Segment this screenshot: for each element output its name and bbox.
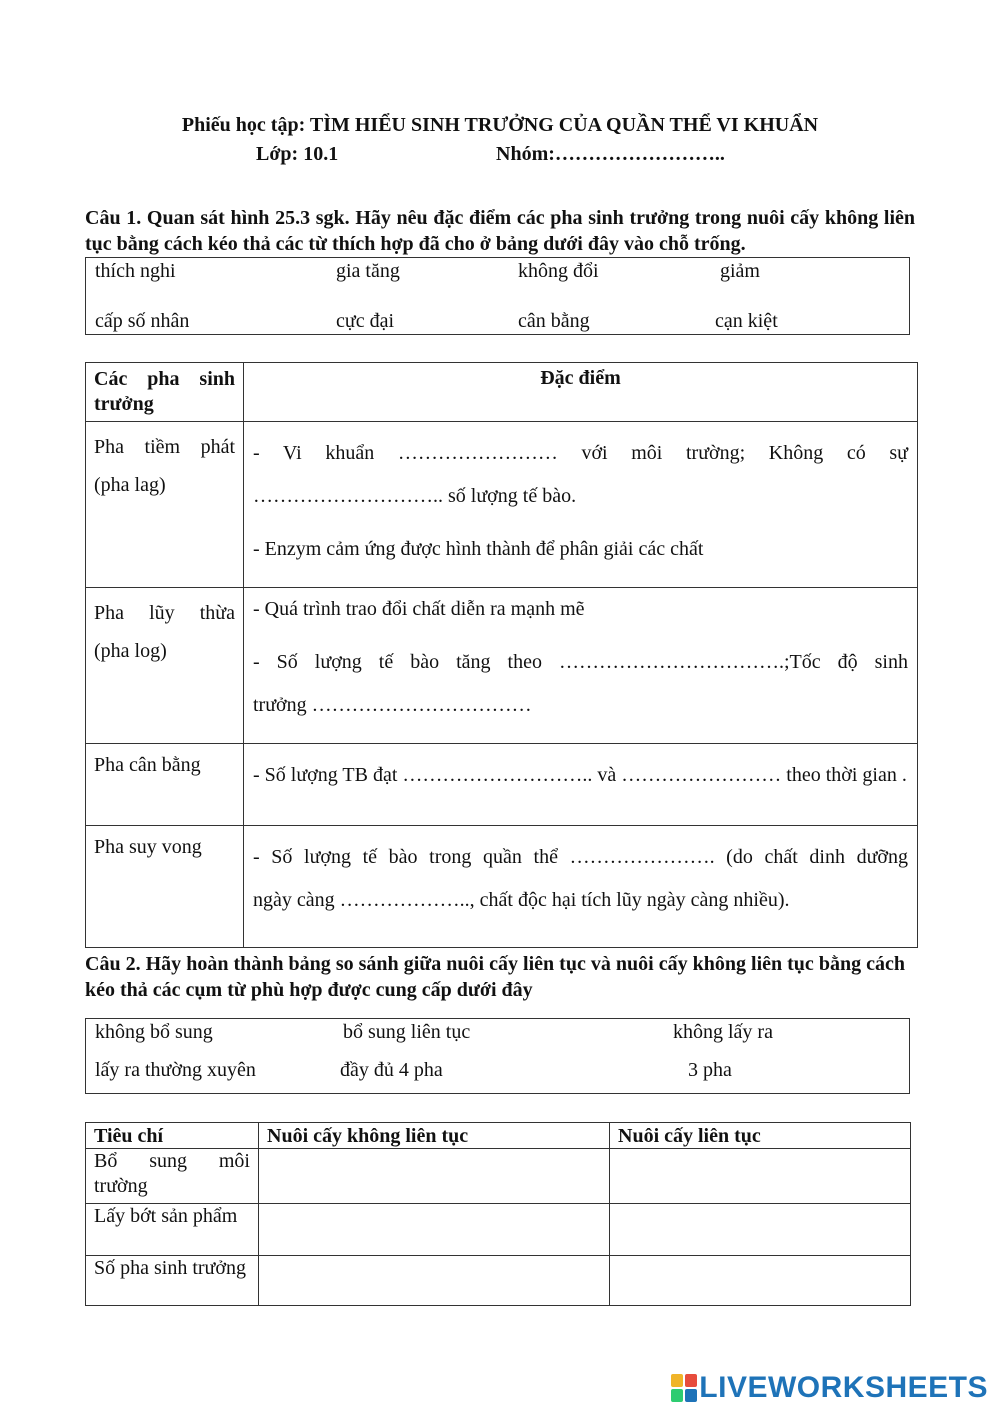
table-row bbox=[86, 1256, 911, 1306]
word-chip[interactable]: không đổi bbox=[518, 260, 599, 282]
word-chip[interactable]: không lấy ra bbox=[673, 1021, 773, 1043]
fill-line[interactable]: ngày càng ……………….., chất độc hại tích lũy ngày càng nhiều). bbox=[253, 889, 790, 911]
liveworksheets-logo bbox=[671, 1372, 988, 1404]
drop-cell-continuous[interactable] bbox=[610, 1149, 911, 1204]
phase-log-label: Pha lũy thừa (pha log) bbox=[86, 588, 244, 744]
phase-stationary-label: Pha cân bằng bbox=[86, 744, 244, 826]
word-chip[interactable]: đầy đủ 4 pha bbox=[340, 1059, 443, 1081]
fill-line[interactable]: trưởng …………………………… bbox=[253, 694, 532, 716]
word-chip[interactable]: cạn kiệt bbox=[715, 310, 778, 332]
question-1-prompt: Câu 1. Quan sát hình 25.3 sgk. Hãy nêu đặc điểm các pha sinh trưởng trong nuôi cấy không liên tục bằng cách kéo thả các từ thích hợp đã cho ở bảng dưới đây vào chỗ trống. bbox=[85, 207, 915, 255]
table-row bbox=[86, 1149, 911, 1204]
word-chip[interactable]: thích nghi bbox=[95, 260, 176, 282]
table-row bbox=[86, 744, 918, 826]
phase-death-characteristics bbox=[244, 826, 918, 948]
table-row bbox=[86, 422, 918, 588]
table-header-row bbox=[86, 363, 918, 422]
column-header-phase: Các pha sinh trưởng bbox=[86, 363, 244, 422]
word-chip[interactable]: gia tăng bbox=[336, 260, 400, 282]
word-chip[interactable]: bổ sung liên tục bbox=[343, 1021, 471, 1043]
class-label: Lớp: 10.1 bbox=[256, 143, 339, 165]
fill-line[interactable]: ……………………….. số lượng tế bào. bbox=[253, 485, 577, 507]
word-chip[interactable]: lấy ra thường xuyên bbox=[95, 1059, 256, 1081]
question-2-prompt: Câu 2. Hãy hoàn thành bảng so sánh giữa nuôi cấy liên tục và nuôi cấy không liên tục bằng cách kéo thả các cụm từ phù hợp được cung cấp dưới đây bbox=[85, 953, 905, 1001]
text-line: - Quá trình trao đổi chất diễn ra mạnh mẽ bbox=[253, 598, 585, 620]
word-chip[interactable]: không bổ sung bbox=[95, 1021, 213, 1043]
criteria-cell: Bổ sung môi trường bbox=[86, 1149, 259, 1204]
liveworksheets-logo-text: LIVEWORKSHEETS bbox=[699, 1371, 988, 1404]
word-chip[interactable]: cực đại bbox=[336, 310, 395, 332]
word-chip[interactable]: 3 pha bbox=[688, 1059, 732, 1081]
table-row bbox=[86, 1204, 911, 1256]
question-2-word-bank bbox=[85, 1018, 910, 1094]
worksheet-title: Phiếu học tập: TÌM HIỂU SINH TRƯỞNG CỦA QUẦN THỂ VI KHUẨN bbox=[181, 114, 819, 136]
phase-lag-label: Pha tiềm phát (pha lag) bbox=[86, 422, 244, 588]
drop-cell-batch[interactable] bbox=[259, 1204, 610, 1256]
phase-death-label: Pha suy vong bbox=[86, 826, 244, 948]
growth-phase-table bbox=[85, 362, 918, 948]
column-header-criteria: Tiêu chí bbox=[86, 1123, 259, 1149]
fill-line[interactable]: - Số lượng tế bào trong quần thể …………………. (do chất dinh dưỡng bbox=[253, 846, 908, 868]
word-chip[interactable]: cân bằng bbox=[518, 310, 590, 332]
drop-cell-batch[interactable] bbox=[259, 1256, 610, 1306]
fill-line[interactable]: - Số lượng tế bào tăng theo …………………………….;Tốc độ sinh bbox=[253, 651, 908, 673]
column-header-batch-culture: Nuôi cấy không liên tục bbox=[259, 1123, 610, 1149]
text-line: - Enzym cảm ứng được hình thành để phân giải các chất bbox=[253, 538, 704, 560]
criteria-cell: Số pha sinh trưởng bbox=[86, 1256, 259, 1306]
column-header-characteristics: Đặc điểm bbox=[244, 363, 918, 422]
group-label: Nhóm:…………………….. bbox=[496, 143, 725, 165]
question-1-word-bank bbox=[85, 257, 910, 335]
culture-comparison-table bbox=[85, 1122, 911, 1306]
phase-log-characteristics bbox=[244, 588, 918, 744]
drop-cell-continuous[interactable] bbox=[610, 1256, 911, 1306]
criteria-cell: Lấy bớt sản phẩm bbox=[86, 1204, 259, 1256]
drop-cell-batch[interactable] bbox=[259, 1149, 610, 1204]
phase-stationary-characteristics bbox=[244, 744, 918, 826]
fill-line[interactable]: - Số lượng TB đạt ……………………….. và …………………… theo thời gian . bbox=[253, 764, 907, 786]
table-row bbox=[86, 588, 918, 744]
fill-line[interactable]: - Vi khuẩn …………………… với môi trường; Không có sự bbox=[253, 442, 908, 464]
table-header-row bbox=[86, 1123, 911, 1149]
phase-lag-characteristics bbox=[244, 422, 918, 588]
table-row bbox=[86, 826, 918, 948]
liveworksheets-logo-icon bbox=[671, 1374, 697, 1402]
word-chip[interactable]: giảm bbox=[720, 260, 760, 282]
column-header-continuous-culture: Nuôi cấy liên tục bbox=[610, 1123, 911, 1149]
drop-cell-continuous[interactable] bbox=[610, 1204, 911, 1256]
word-chip[interactable]: cấp số nhân bbox=[95, 310, 190, 332]
